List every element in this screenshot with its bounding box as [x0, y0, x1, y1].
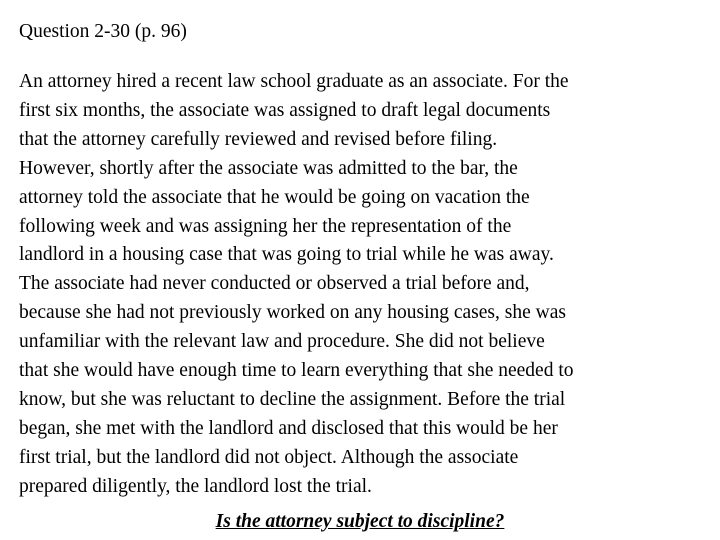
paragraph-line: landlord in a housing case that was going to trial while he was away.: [19, 244, 554, 266]
paragraph-line: An attorney hired a recent law school graduate as an associate. For the: [19, 71, 569, 92]
paragraph-line: because she had not previously worked on any housing cases, she was: [19, 302, 566, 324]
paragraph-line: that the attorney carefully reviewed and revised before filing.: [19, 128, 498, 150]
paragraph-line: first six months, the associate was assigned to draft legal documents: [19, 99, 551, 121]
question-prompt: Is the attorney subject to discipline?: [215, 511, 505, 532]
paragraph-line: first trial, but the landlord did not object. Although the associate: [19, 446, 519, 468]
paragraph-line: unfamiliar with the relevant law and procedure. She did not believe: [19, 331, 545, 353]
paragraph-line: know, but she was reluctant to decline the assignment. Before the trial: [19, 388, 566, 410]
paragraph-line: However, shortly after the associate was admitted to the bar, the: [19, 157, 518, 179]
fact-pattern-paragraph: [19, 68, 715, 502]
paragraph-line: began, she met with the landlord and disclosed that this would be her: [19, 417, 558, 439]
question-number-heading: Question 2-30 (p. 96): [19, 21, 187, 42]
paragraph-line: prepared diligently, the landlord lost the trial.: [19, 475, 372, 497]
paragraph-line: The associate had never conducted or observed a trial before and,: [19, 273, 530, 295]
paragraph-line: that she would have enough time to learn everything that she needed to: [19, 360, 574, 382]
paragraph-line: attorney told the associate that he would be going on vacation the: [19, 186, 530, 208]
paragraph-line: following week and was assigning her the representation of the: [19, 215, 512, 237]
